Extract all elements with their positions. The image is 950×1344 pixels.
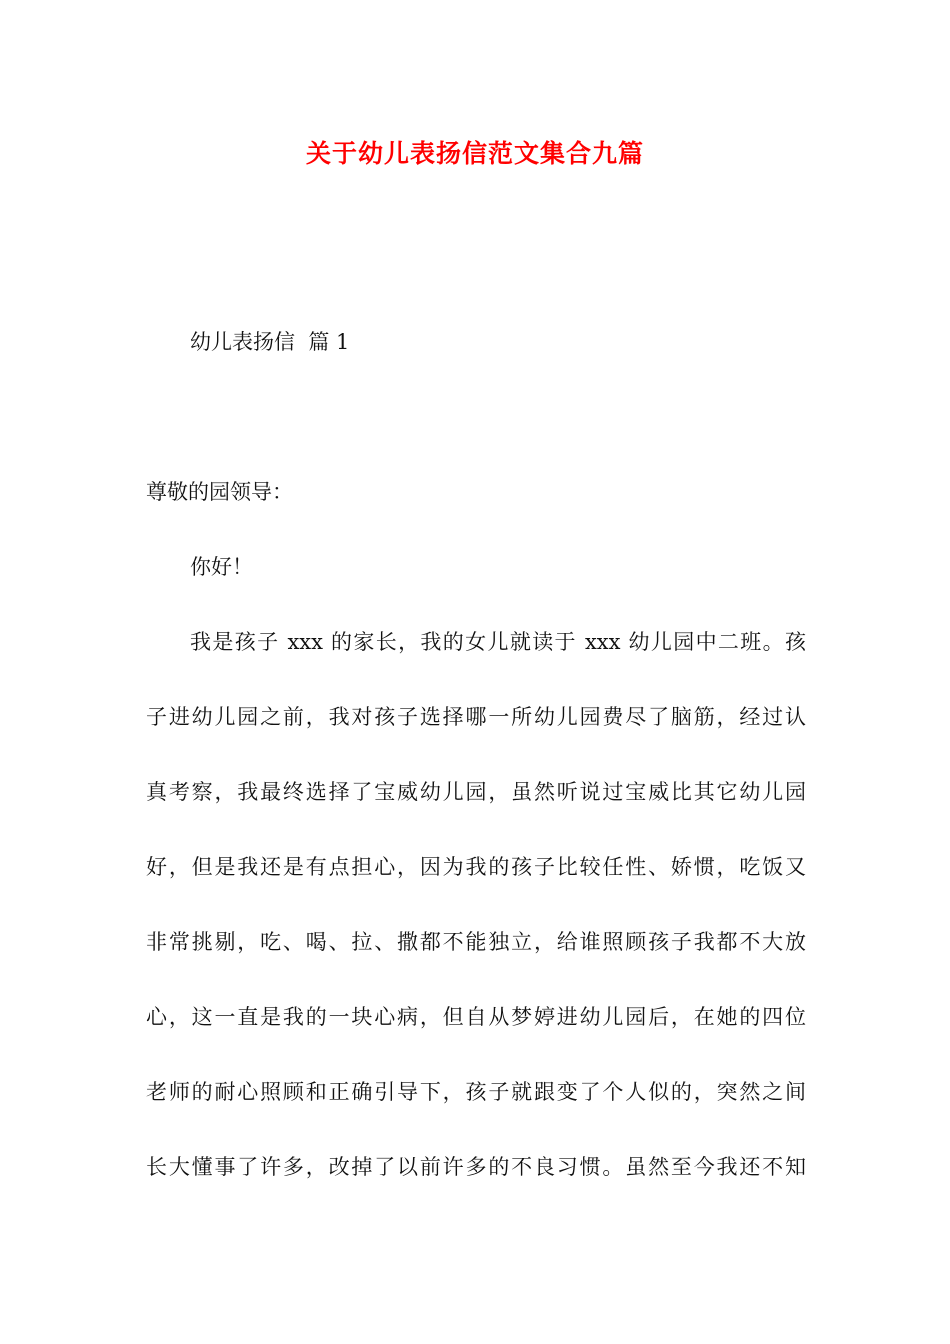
salutation: 尊敬的园领导： <box>146 480 293 504</box>
section-heading: 幼儿表扬信 篇 1 <box>190 330 350 354</box>
body-line: 我是孩子 xxx 的家长，我的女儿就读于 xxx 幼儿园中二班。孩 <box>190 630 806 654</box>
body-line: 子进幼儿园之前，我对孩子选择哪一所幼儿园费尽了脑筋，经过认 <box>146 705 806 729</box>
body-line: 长大懂事了许多，改掉了以前许多的不良习惯。虽然至今我还不知 <box>146 1155 806 1179</box>
body-line: 好，但是我还是有点担心，因为我的孩子比较任性、娇惯，吃饭又 <box>146 855 806 879</box>
body-line: 心，这一直是我的一块心病，但自从梦婷进幼儿园后，在她的四位 <box>146 1005 806 1029</box>
greeting: 你好！ <box>190 555 253 579</box>
body-line: 非常挑剔，吃、喝、拉、撒都不能独立，给谁照顾孩子我都不大放 <box>146 930 806 954</box>
body-line: 真考察，我最终选择了宝威幼儿园，虽然听说过宝威比其它幼儿园 <box>146 780 806 804</box>
body-line: 老师的耐心照顾和正确引导下，孩子就跟变了个人似的，突然之间 <box>146 1080 806 1104</box>
document-title: 关于幼儿表扬信范文集合九篇 <box>305 139 644 168</box>
